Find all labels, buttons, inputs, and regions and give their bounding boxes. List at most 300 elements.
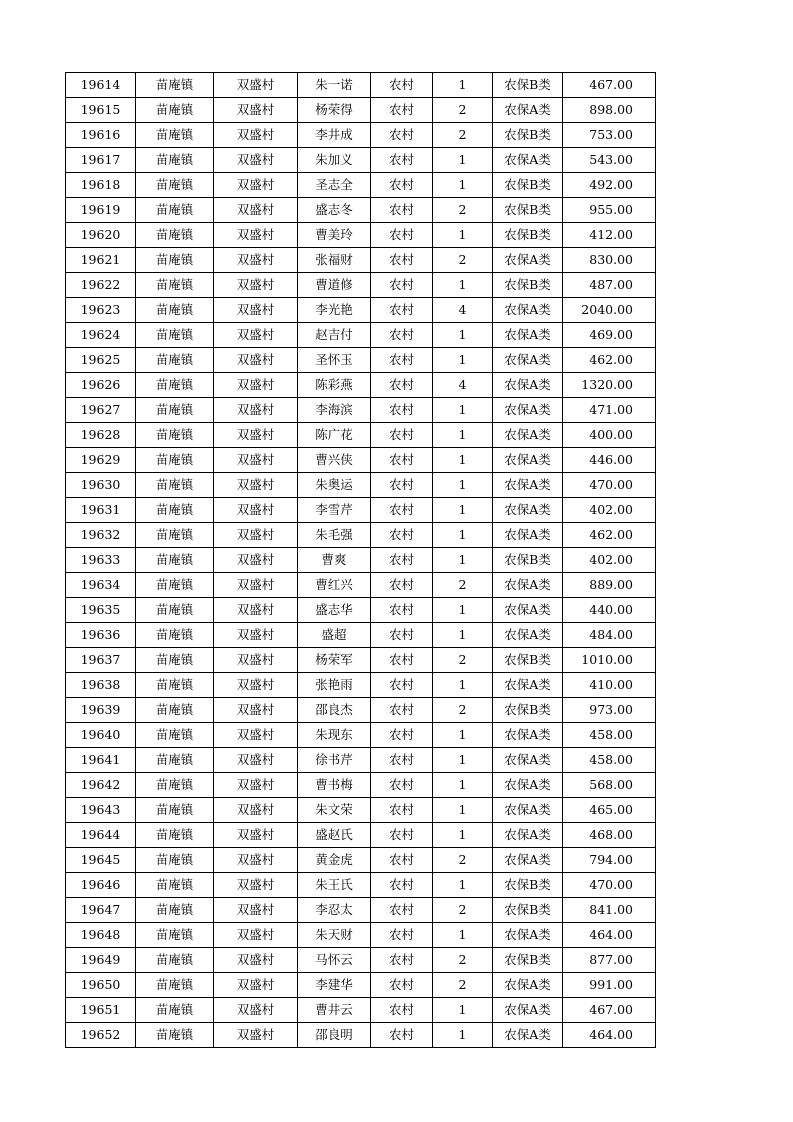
table-row bbox=[66, 473, 656, 498]
residence-type-cell: 农村 bbox=[371, 73, 433, 98]
amount-cell: 492.00 bbox=[563, 173, 656, 198]
town-cell: 苗庵镇 bbox=[136, 248, 214, 273]
person-name-cell: 李海滨 bbox=[298, 398, 371, 423]
serial-number-cell: 19629 bbox=[66, 448, 136, 473]
village-cell: 双盛村 bbox=[214, 848, 298, 873]
village-cell: 双盛村 bbox=[214, 348, 298, 373]
village-cell: 双盛村 bbox=[214, 773, 298, 798]
amount-cell: 1010.00 bbox=[563, 648, 656, 673]
person-name-cell: 圣怀玉 bbox=[298, 348, 371, 373]
residence-type-cell: 农村 bbox=[371, 223, 433, 248]
table-row bbox=[66, 948, 656, 973]
village-cell: 双盛村 bbox=[214, 723, 298, 748]
person-name-cell: 盛志华 bbox=[298, 598, 371, 623]
town-cell: 苗庵镇 bbox=[136, 273, 214, 298]
person-count-cell: 1 bbox=[433, 348, 493, 373]
town-cell: 苗庵镇 bbox=[136, 823, 214, 848]
residence-type-cell: 农村 bbox=[371, 173, 433, 198]
person-count-cell: 1 bbox=[433, 523, 493, 548]
village-cell: 双盛村 bbox=[214, 473, 298, 498]
amount-cell: 446.00 bbox=[563, 448, 656, 473]
residence-type-cell: 农村 bbox=[371, 873, 433, 898]
serial-number-cell: 19634 bbox=[66, 573, 136, 598]
person-name-cell: 黄金虎 bbox=[298, 848, 371, 873]
amount-cell: 410.00 bbox=[563, 673, 656, 698]
town-cell: 苗庵镇 bbox=[136, 998, 214, 1023]
insurance-category-cell: 农保B类 bbox=[493, 173, 563, 198]
person-name-cell: 朱奥运 bbox=[298, 473, 371, 498]
person-name-cell: 李建华 bbox=[298, 973, 371, 998]
amount-cell: 1320.00 bbox=[563, 373, 656, 398]
serial-number-cell: 19619 bbox=[66, 198, 136, 223]
insurance-category-cell: 农保A类 bbox=[493, 523, 563, 548]
insurance-category-cell: 农保A类 bbox=[493, 748, 563, 773]
serial-number-cell: 19626 bbox=[66, 373, 136, 398]
amount-cell: 543.00 bbox=[563, 148, 656, 173]
serial-number-cell: 19627 bbox=[66, 398, 136, 423]
person-name-cell: 陈彩燕 bbox=[298, 373, 371, 398]
amount-cell: 877.00 bbox=[563, 948, 656, 973]
residence-type-cell: 农村 bbox=[371, 248, 433, 273]
serial-number-cell: 19630 bbox=[66, 473, 136, 498]
town-cell: 苗庵镇 bbox=[136, 548, 214, 573]
person-count-cell: 1 bbox=[433, 923, 493, 948]
insurance-category-cell: 农保B类 bbox=[493, 648, 563, 673]
town-cell: 苗庵镇 bbox=[136, 448, 214, 473]
village-cell: 双盛村 bbox=[214, 898, 298, 923]
person-count-cell: 1 bbox=[433, 498, 493, 523]
person-name-cell: 邵良杰 bbox=[298, 698, 371, 723]
town-cell: 苗庵镇 bbox=[136, 523, 214, 548]
table-row bbox=[66, 298, 656, 323]
table-row bbox=[66, 348, 656, 373]
insurance-category-cell: 农保A类 bbox=[493, 798, 563, 823]
insurance-category-cell: 农保A类 bbox=[493, 673, 563, 698]
person-name-cell: 徐书芹 bbox=[298, 748, 371, 773]
table-row bbox=[66, 798, 656, 823]
residence-type-cell: 农村 bbox=[371, 848, 433, 873]
insurance-category-cell: 农保A类 bbox=[493, 598, 563, 623]
table-row bbox=[66, 98, 656, 123]
serial-number-cell: 19628 bbox=[66, 423, 136, 448]
person-name-cell: 盛赵氏 bbox=[298, 823, 371, 848]
serial-number-cell: 19641 bbox=[66, 748, 136, 773]
serial-number-cell: 19622 bbox=[66, 273, 136, 298]
table-row bbox=[66, 873, 656, 898]
town-cell: 苗庵镇 bbox=[136, 98, 214, 123]
amount-cell: 467.00 bbox=[563, 998, 656, 1023]
town-cell: 苗庵镇 bbox=[136, 923, 214, 948]
town-cell: 苗庵镇 bbox=[136, 198, 214, 223]
serial-number-cell: 19624 bbox=[66, 323, 136, 348]
person-name-cell: 李雪芹 bbox=[298, 498, 371, 523]
residence-type-cell: 农村 bbox=[371, 273, 433, 298]
serial-number-cell: 19615 bbox=[66, 98, 136, 123]
serial-number-cell: 19637 bbox=[66, 648, 136, 673]
residence-type-cell: 农村 bbox=[371, 398, 433, 423]
amount-cell: 794.00 bbox=[563, 848, 656, 873]
town-cell: 苗庵镇 bbox=[136, 773, 214, 798]
insurance-category-cell: 农保B类 bbox=[493, 273, 563, 298]
serial-number-cell: 19633 bbox=[66, 548, 136, 573]
table-row bbox=[66, 548, 656, 573]
insurance-category-cell: 农保A类 bbox=[493, 723, 563, 748]
village-cell: 双盛村 bbox=[214, 198, 298, 223]
person-count-cell: 1 bbox=[433, 398, 493, 423]
residence-type-cell: 农村 bbox=[371, 448, 433, 473]
serial-number-cell: 19620 bbox=[66, 223, 136, 248]
table-row bbox=[66, 223, 656, 248]
table-row bbox=[66, 148, 656, 173]
village-cell: 双盛村 bbox=[214, 1023, 298, 1048]
table-row bbox=[66, 848, 656, 873]
residence-type-cell: 农村 bbox=[371, 723, 433, 748]
residence-type-cell: 农村 bbox=[371, 923, 433, 948]
serial-number-cell: 19636 bbox=[66, 623, 136, 648]
residence-type-cell: 农村 bbox=[371, 773, 433, 798]
insurance-category-cell: 农保B类 bbox=[493, 73, 563, 98]
person-name-cell: 杨荣军 bbox=[298, 648, 371, 673]
table-row bbox=[66, 423, 656, 448]
person-count-cell: 2 bbox=[433, 698, 493, 723]
table-row bbox=[66, 623, 656, 648]
person-count-cell: 2 bbox=[433, 98, 493, 123]
table-row bbox=[66, 523, 656, 548]
insurance-category-cell: 农保A类 bbox=[493, 373, 563, 398]
insurance-category-cell: 农保B类 bbox=[493, 698, 563, 723]
serial-number-cell: 19617 bbox=[66, 148, 136, 173]
serial-number-cell: 19614 bbox=[66, 73, 136, 98]
town-cell: 苗庵镇 bbox=[136, 73, 214, 98]
town-cell: 苗庵镇 bbox=[136, 673, 214, 698]
town-cell: 苗庵镇 bbox=[136, 873, 214, 898]
serial-number-cell: 19631 bbox=[66, 498, 136, 523]
amount-cell: 402.00 bbox=[563, 548, 656, 573]
person-name-cell: 李忍太 bbox=[298, 898, 371, 923]
town-cell: 苗庵镇 bbox=[136, 648, 214, 673]
insurance-category-cell: 农保A类 bbox=[493, 323, 563, 348]
village-cell: 双盛村 bbox=[214, 98, 298, 123]
person-name-cell: 圣志全 bbox=[298, 173, 371, 198]
residence-type-cell: 农村 bbox=[371, 823, 433, 848]
residence-type-cell: 农村 bbox=[371, 748, 433, 773]
person-name-cell: 曹爽 bbox=[298, 548, 371, 573]
town-cell: 苗庵镇 bbox=[136, 423, 214, 448]
village-cell: 双盛村 bbox=[214, 273, 298, 298]
person-count-cell: 1 bbox=[433, 148, 493, 173]
insurance-category-cell: 农保A类 bbox=[493, 448, 563, 473]
residence-type-cell: 农村 bbox=[371, 298, 433, 323]
table-row bbox=[66, 123, 656, 148]
town-cell: 苗庵镇 bbox=[136, 1023, 214, 1048]
village-cell: 双盛村 bbox=[214, 973, 298, 998]
person-name-cell: 邵良明 bbox=[298, 1023, 371, 1048]
person-count-cell: 2 bbox=[433, 648, 493, 673]
serial-number-cell: 19632 bbox=[66, 523, 136, 548]
amount-cell: 955.00 bbox=[563, 198, 656, 223]
town-cell: 苗庵镇 bbox=[136, 148, 214, 173]
table-row bbox=[66, 698, 656, 723]
village-cell: 双盛村 bbox=[214, 223, 298, 248]
person-name-cell: 朱王氏 bbox=[298, 873, 371, 898]
town-cell: 苗庵镇 bbox=[136, 323, 214, 348]
serial-number-cell: 19643 bbox=[66, 798, 136, 823]
village-cell: 双盛村 bbox=[214, 498, 298, 523]
table-row bbox=[66, 773, 656, 798]
table-row bbox=[66, 823, 656, 848]
village-cell: 双盛村 bbox=[214, 998, 298, 1023]
serial-number-cell: 19639 bbox=[66, 698, 136, 723]
town-cell: 苗庵镇 bbox=[136, 223, 214, 248]
residence-type-cell: 农村 bbox=[371, 573, 433, 598]
serial-number-cell: 19625 bbox=[66, 348, 136, 373]
person-name-cell: 陈广花 bbox=[298, 423, 371, 448]
amount-cell: 2040.00 bbox=[563, 298, 656, 323]
village-cell: 双盛村 bbox=[214, 873, 298, 898]
residence-type-cell: 农村 bbox=[371, 523, 433, 548]
table-row bbox=[66, 673, 656, 698]
town-cell: 苗庵镇 bbox=[136, 123, 214, 148]
table-row bbox=[66, 73, 656, 98]
person-name-cell: 朱加义 bbox=[298, 148, 371, 173]
person-count-cell: 1 bbox=[433, 798, 493, 823]
amount-cell: 471.00 bbox=[563, 398, 656, 423]
person-count-cell: 2 bbox=[433, 973, 493, 998]
residence-type-cell: 农村 bbox=[371, 673, 433, 698]
village-cell: 双盛村 bbox=[214, 923, 298, 948]
town-cell: 苗庵镇 bbox=[136, 623, 214, 648]
insurance-category-cell: 农保A类 bbox=[493, 973, 563, 998]
person-count-cell: 1 bbox=[433, 323, 493, 348]
insurance-category-cell: 农保B类 bbox=[493, 948, 563, 973]
amount-cell: 464.00 bbox=[563, 1023, 656, 1048]
person-name-cell: 朱现东 bbox=[298, 723, 371, 748]
amount-cell: 464.00 bbox=[563, 923, 656, 948]
insurance-category-cell: 农保A类 bbox=[493, 498, 563, 523]
village-cell: 双盛村 bbox=[214, 748, 298, 773]
village-cell: 双盛村 bbox=[214, 798, 298, 823]
insurance-category-cell: 农保A类 bbox=[493, 773, 563, 798]
residence-type-cell: 农村 bbox=[371, 423, 433, 448]
person-name-cell: 杨荣得 bbox=[298, 98, 371, 123]
serial-number-cell: 19635 bbox=[66, 598, 136, 623]
amount-cell: 470.00 bbox=[563, 873, 656, 898]
table-row bbox=[66, 898, 656, 923]
serial-number-cell: 19646 bbox=[66, 873, 136, 898]
town-cell: 苗庵镇 bbox=[136, 898, 214, 923]
town-cell: 苗庵镇 bbox=[136, 298, 214, 323]
residence-type-cell: 农村 bbox=[371, 123, 433, 148]
village-cell: 双盛村 bbox=[214, 173, 298, 198]
person-name-cell: 朱天财 bbox=[298, 923, 371, 948]
person-name-cell: 曹兴侠 bbox=[298, 448, 371, 473]
serial-number-cell: 19644 bbox=[66, 823, 136, 848]
person-name-cell: 曹道修 bbox=[298, 273, 371, 298]
town-cell: 苗庵镇 bbox=[136, 473, 214, 498]
person-name-cell: 盛志冬 bbox=[298, 198, 371, 223]
residence-type-cell: 农村 bbox=[371, 323, 433, 348]
village-cell: 双盛村 bbox=[214, 148, 298, 173]
town-cell: 苗庵镇 bbox=[136, 373, 214, 398]
table-row bbox=[66, 248, 656, 273]
town-cell: 苗庵镇 bbox=[136, 598, 214, 623]
table-row bbox=[66, 398, 656, 423]
residence-type-cell: 农村 bbox=[371, 948, 433, 973]
village-cell: 双盛村 bbox=[214, 373, 298, 398]
serial-number-cell: 19621 bbox=[66, 248, 136, 273]
person-name-cell: 曹书梅 bbox=[298, 773, 371, 798]
insurance-category-cell: 农保B类 bbox=[493, 223, 563, 248]
table-row bbox=[66, 598, 656, 623]
table-row bbox=[66, 998, 656, 1023]
serial-number-cell: 19650 bbox=[66, 973, 136, 998]
amount-cell: 991.00 bbox=[563, 973, 656, 998]
person-count-cell: 1 bbox=[433, 73, 493, 98]
residence-type-cell: 农村 bbox=[371, 348, 433, 373]
town-cell: 苗庵镇 bbox=[136, 173, 214, 198]
amount-cell: 830.00 bbox=[563, 248, 656, 273]
person-name-cell: 赵吉付 bbox=[298, 323, 371, 348]
person-count-cell: 1 bbox=[433, 548, 493, 573]
serial-number-cell: 19623 bbox=[66, 298, 136, 323]
amount-cell: 402.00 bbox=[563, 498, 656, 523]
person-name-cell: 马怀云 bbox=[298, 948, 371, 973]
village-cell: 双盛村 bbox=[214, 823, 298, 848]
serial-number-cell: 19616 bbox=[66, 123, 136, 148]
amount-cell: 898.00 bbox=[563, 98, 656, 123]
insurance-category-cell: 农保A类 bbox=[493, 98, 563, 123]
village-cell: 双盛村 bbox=[214, 598, 298, 623]
village-cell: 双盛村 bbox=[214, 248, 298, 273]
person-count-cell: 1 bbox=[433, 1023, 493, 1048]
table-row bbox=[66, 498, 656, 523]
table-row bbox=[66, 173, 656, 198]
person-count-cell: 1 bbox=[433, 723, 493, 748]
amount-cell: 487.00 bbox=[563, 273, 656, 298]
amount-cell: 841.00 bbox=[563, 898, 656, 923]
person-name-cell: 李井成 bbox=[298, 123, 371, 148]
table-row bbox=[66, 198, 656, 223]
person-count-cell: 1 bbox=[433, 173, 493, 198]
insurance-category-cell: 农保A类 bbox=[493, 1023, 563, 1048]
residence-type-cell: 农村 bbox=[371, 1023, 433, 1048]
serial-number-cell: 19638 bbox=[66, 673, 136, 698]
serial-number-cell: 19649 bbox=[66, 948, 136, 973]
insurance-category-cell: 农保B类 bbox=[493, 898, 563, 923]
insurance-category-cell: 农保A类 bbox=[493, 398, 563, 423]
person-count-cell: 1 bbox=[433, 998, 493, 1023]
serial-number-cell: 19651 bbox=[66, 998, 136, 1023]
person-count-cell: 1 bbox=[433, 598, 493, 623]
person-count-cell: 2 bbox=[433, 123, 493, 148]
person-name-cell: 曹红兴 bbox=[298, 573, 371, 598]
insurance-category-cell: 农保A类 bbox=[493, 848, 563, 873]
insurance-category-cell: 农保B类 bbox=[493, 548, 563, 573]
village-cell: 双盛村 bbox=[214, 698, 298, 723]
residence-type-cell: 农村 bbox=[371, 698, 433, 723]
amount-cell: 973.00 bbox=[563, 698, 656, 723]
residence-type-cell: 农村 bbox=[371, 798, 433, 823]
amount-cell: 462.00 bbox=[563, 523, 656, 548]
table-row bbox=[66, 273, 656, 298]
insurance-category-cell: 农保A类 bbox=[493, 923, 563, 948]
person-count-cell: 1 bbox=[433, 623, 493, 648]
insurance-category-cell: 农保B类 bbox=[493, 123, 563, 148]
amount-cell: 484.00 bbox=[563, 623, 656, 648]
insurance-category-cell: 农保A类 bbox=[493, 298, 563, 323]
person-count-cell: 4 bbox=[433, 373, 493, 398]
person-count-cell: 1 bbox=[433, 423, 493, 448]
insurance-category-cell: 农保A类 bbox=[493, 998, 563, 1023]
table-row bbox=[66, 923, 656, 948]
village-cell: 双盛村 bbox=[214, 623, 298, 648]
town-cell: 苗庵镇 bbox=[136, 573, 214, 598]
person-count-cell: 2 bbox=[433, 198, 493, 223]
amount-cell: 470.00 bbox=[563, 473, 656, 498]
table-body bbox=[66, 73, 656, 1048]
town-cell: 苗庵镇 bbox=[136, 798, 214, 823]
person-name-cell: 张艳雨 bbox=[298, 673, 371, 698]
person-count-cell: 4 bbox=[433, 298, 493, 323]
table-row bbox=[66, 723, 656, 748]
table-row bbox=[66, 1023, 656, 1048]
village-cell: 双盛村 bbox=[214, 423, 298, 448]
residence-type-cell: 农村 bbox=[371, 148, 433, 173]
residence-type-cell: 农村 bbox=[371, 498, 433, 523]
residence-type-cell: 农村 bbox=[371, 598, 433, 623]
person-name-cell: 李光艳 bbox=[298, 298, 371, 323]
insurance-category-cell: 农保A类 bbox=[493, 248, 563, 273]
table-row bbox=[66, 448, 656, 473]
table-row bbox=[66, 323, 656, 348]
village-cell: 双盛村 bbox=[214, 573, 298, 598]
person-count-cell: 2 bbox=[433, 248, 493, 273]
table-row bbox=[66, 748, 656, 773]
person-count-cell: 2 bbox=[433, 848, 493, 873]
village-cell: 双盛村 bbox=[214, 523, 298, 548]
person-name-cell: 盛超 bbox=[298, 623, 371, 648]
serial-number-cell: 19618 bbox=[66, 173, 136, 198]
residence-type-cell: 农村 bbox=[371, 648, 433, 673]
table-row bbox=[66, 373, 656, 398]
table-row bbox=[66, 648, 656, 673]
residence-type-cell: 农村 bbox=[371, 898, 433, 923]
insurance-category-cell: 农保A类 bbox=[493, 348, 563, 373]
village-cell: 双盛村 bbox=[214, 448, 298, 473]
town-cell: 苗庵镇 bbox=[136, 748, 214, 773]
village-cell: 双盛村 bbox=[214, 948, 298, 973]
table-row bbox=[66, 973, 656, 998]
person-name-cell: 朱毛强 bbox=[298, 523, 371, 548]
village-cell: 双盛村 bbox=[214, 73, 298, 98]
person-count-cell: 2 bbox=[433, 898, 493, 923]
serial-number-cell: 19648 bbox=[66, 923, 136, 948]
amount-cell: 462.00 bbox=[563, 348, 656, 373]
amount-cell: 469.00 bbox=[563, 323, 656, 348]
person-count-cell: 1 bbox=[433, 873, 493, 898]
amount-cell: 458.00 bbox=[563, 748, 656, 773]
insurance-category-cell: 农保A类 bbox=[493, 473, 563, 498]
insurance-category-cell: 农保A类 bbox=[493, 423, 563, 448]
person-count-cell: 1 bbox=[433, 223, 493, 248]
village-cell: 双盛村 bbox=[214, 123, 298, 148]
town-cell: 苗庵镇 bbox=[136, 348, 214, 373]
insurance-category-cell: 农保A类 bbox=[493, 823, 563, 848]
person-name-cell: 曹井云 bbox=[298, 998, 371, 1023]
person-count-cell: 1 bbox=[433, 448, 493, 473]
person-count-cell: 2 bbox=[433, 573, 493, 598]
village-cell: 双盛村 bbox=[214, 673, 298, 698]
